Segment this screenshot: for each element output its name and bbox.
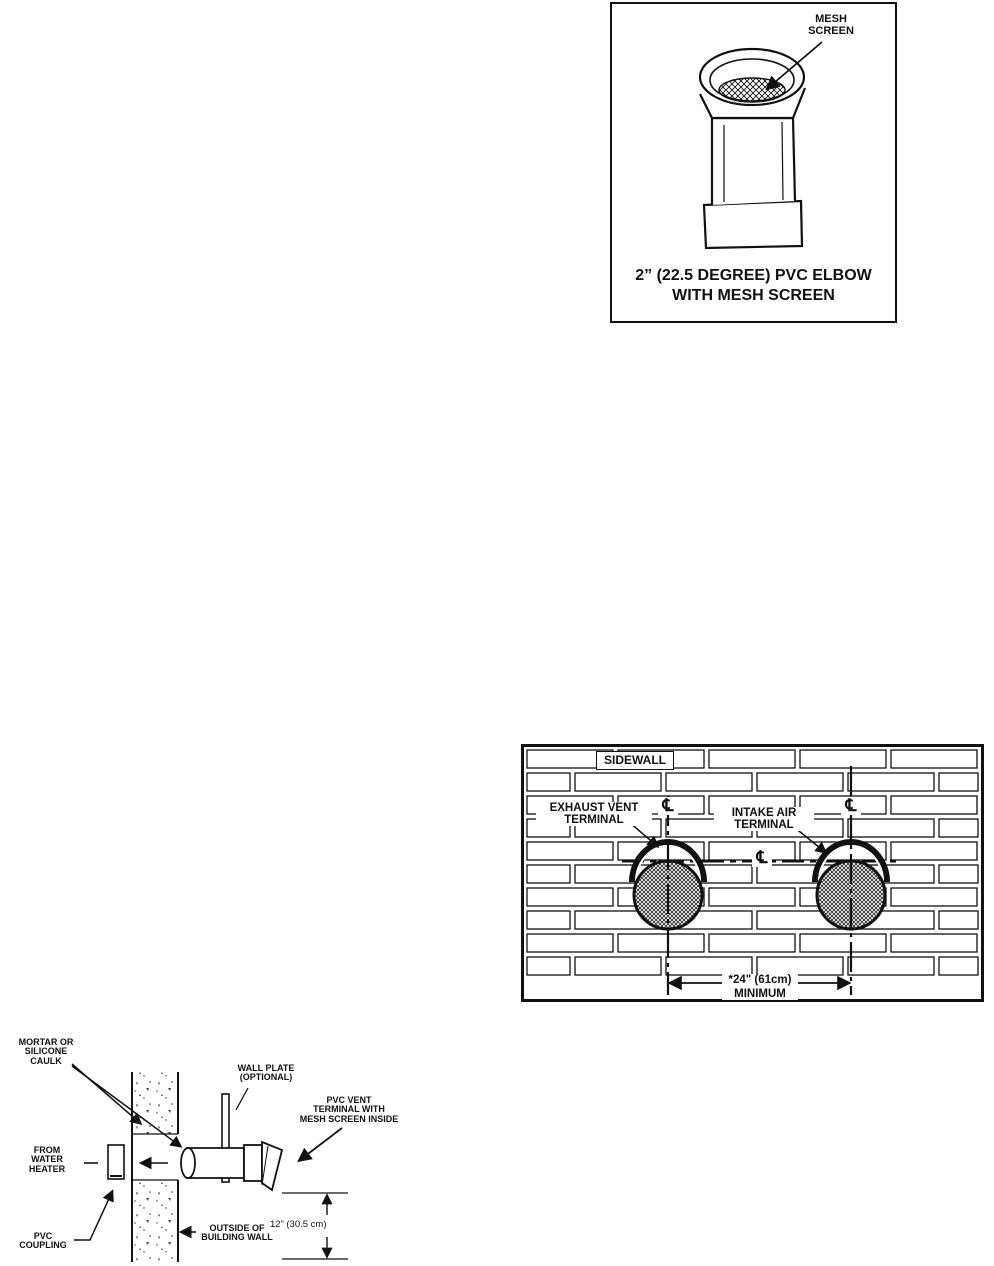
elbow-caption-line-1: 2” (22.5 DEGREE) PVC ELBOW: [635, 267, 872, 284]
wall-plate-label: WALL PLATE (OPTIONAL): [237, 1063, 295, 1083]
outside-building-wall-label: OUTSIDE OF BUILDING WALL: [201, 1223, 273, 1243]
pvc-vent-pipe: [181, 1142, 282, 1190]
building-wall: [132, 1072, 178, 1262]
mesh-screen-callout: MESH SCREEN: [808, 13, 854, 37]
from-water-heater-label: FROM WATER HEATER: [28, 1145, 66, 1174]
centerline-symbol-exhaust: ℄: [658, 797, 678, 815]
elbow-caption-line-2: WITH MESH SCREEN: [672, 287, 835, 304]
pvc-coupling: [108, 1145, 124, 1179]
centerline-symbol-intake: ℄: [841, 797, 861, 815]
mortar-caulk-label: MORTAR OR SILICONE CAULK: [18, 1037, 74, 1066]
pvc-vent-terminal-label: PVC VENT TERMINAL WITH MESH SCREEN INSIDE: [299, 1095, 399, 1124]
sidewall-label: SIDEWALL: [596, 751, 674, 770]
exhaust-vent-terminal-label: EXHAUST VENT TERMINAL: [536, 802, 652, 826]
spacing-dimension-label: *24" (61cm): [722, 974, 798, 986]
height-dimension-label: 12” (30.5 cm): [270, 1219, 327, 1230]
pvc-coupling-label: PVC COUPLING: [19, 1231, 67, 1251]
intake-air-terminal-label: INTAKE AIR TERMINAL: [714, 807, 814, 831]
spacing-minimum-label: MINIMUM: [722, 988, 798, 1000]
centerline-symbol-horizontal: ℄: [752, 849, 772, 867]
